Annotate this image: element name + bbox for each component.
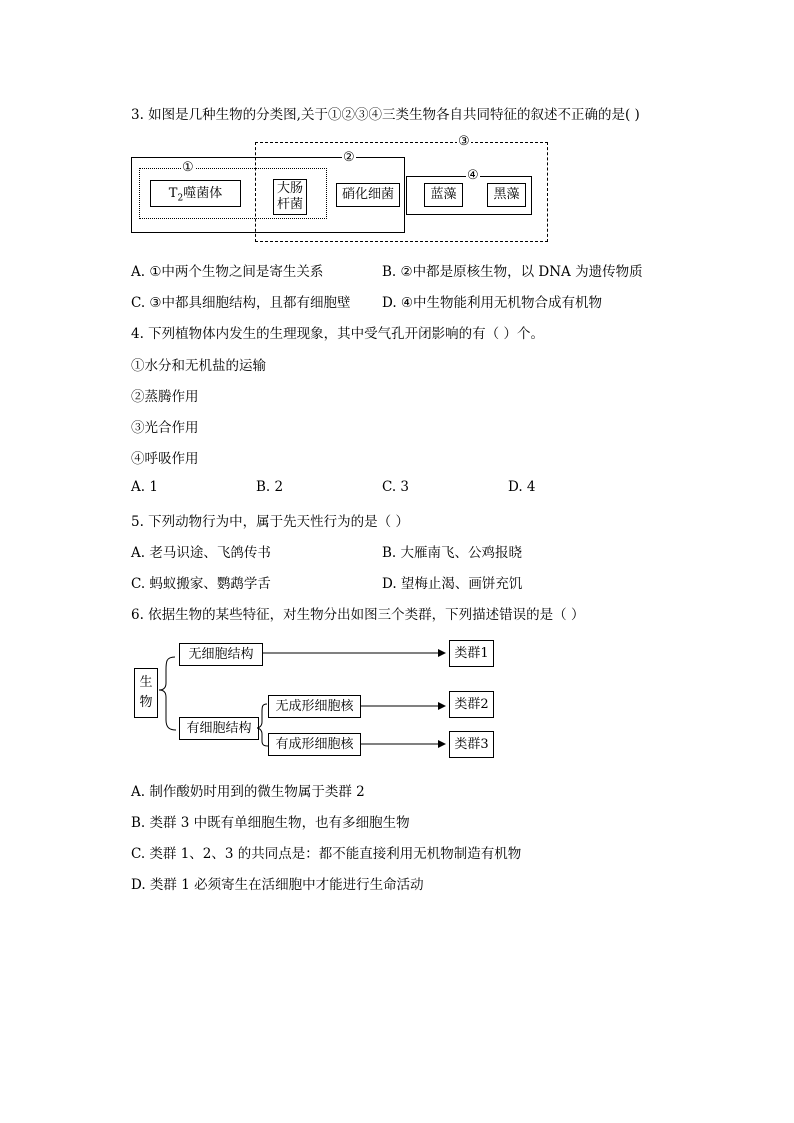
has-nucleus-box: 有成形细胞核	[268, 733, 361, 756]
group-3-box: 类群3	[449, 731, 494, 758]
no-nucleus-box: 无成形细胞核	[268, 695, 361, 718]
q4-option-a: A. 1	[131, 479, 158, 495]
q6-option-a: A. 制作酸奶时用到的微生物属于类群 2	[131, 784, 365, 800]
organism-nitrifying-bacteria: 硝化细菌	[336, 183, 400, 207]
q3-option-a: A. ①中两个生物之间是寄生关系	[131, 264, 324, 280]
q6-option-b: B. 类群 3 中既有单细胞生物，也有多细胞生物	[131, 815, 410, 831]
q3-option-c: C. ③中都具细胞结构，且都有细胞壁	[131, 295, 351, 311]
q4-item-2: ②蒸腾作用	[131, 389, 199, 405]
q3-stem: 3. 如图是几种生物的分类图,关于①②③④三类生物各自共同特征的叙述不正确的是( )	[131, 107, 640, 123]
label-circle-2: ②	[343, 150, 355, 165]
q3-option-d: D. ④中生物能利用无机物合成有机物	[382, 295, 603, 311]
q4-item-4: ④呼吸作用	[131, 451, 199, 467]
root-organisms-box: 生 物	[134, 668, 158, 718]
q4-stem: 4. 下列植物体内发生的生理现象，其中受气孔开闭影响的有（ ）个。	[131, 326, 544, 342]
label-circle-4: ④	[467, 168, 479, 183]
q6-stem: 6. 依据生物的某些特征，对生物分出如图三个类群，下列描述错误的是（ ）	[131, 607, 585, 623]
no-cell-structure-box: 无细胞结构	[179, 643, 263, 666]
group-1-box: 类群1	[449, 640, 494, 667]
group-2-box: 类群2	[449, 691, 494, 718]
label-circle-3: ③	[458, 134, 470, 149]
q6-option-d: D. 类群 1 必须寄生在活细胞中才能进行生命活动	[131, 877, 424, 893]
q5-option-b: B. 大雁南飞、公鸡报晓	[382, 545, 523, 561]
organism-hydrilla: 黑藻	[487, 183, 526, 207]
organism-ecoli: 大肠 杆菌	[273, 179, 307, 215]
q4-option-c: C. 3	[382, 479, 410, 495]
q3-option-b: B. ②中都是原核生物，以 DNA 为遗传物质	[382, 264, 643, 280]
q5-stem: 5. 下列动物行为中，属于先天性行为的是（ ）	[131, 514, 409, 530]
q6-option-c: C. 类群 1、2、3 的共同点是：都不能直接利用无机物制造有机物	[131, 846, 522, 862]
q5-option-d: D. 望梅止渴、画饼充饥	[382, 576, 523, 592]
has-cell-structure-box: 有细胞结构	[179, 717, 259, 740]
q4-item-1: ①水分和无机盐的运输	[131, 358, 266, 374]
organism-t2-phage: $T_2$噬菌体	[150, 180, 241, 207]
q4-option-b: B. 2	[256, 479, 284, 495]
label-circle-1: ①	[182, 160, 194, 175]
q5-option-c: C. 蚂蚁搬家、鹦鹉学舌	[131, 576, 271, 592]
q5-option-a: A. 老马识途、飞鸽传书	[131, 545, 271, 561]
q4-item-3: ③光合作用	[131, 420, 199, 436]
organism-cyanobacteria: 蓝藻	[424, 183, 463, 207]
q4-option-d: D. 4	[508, 479, 536, 495]
